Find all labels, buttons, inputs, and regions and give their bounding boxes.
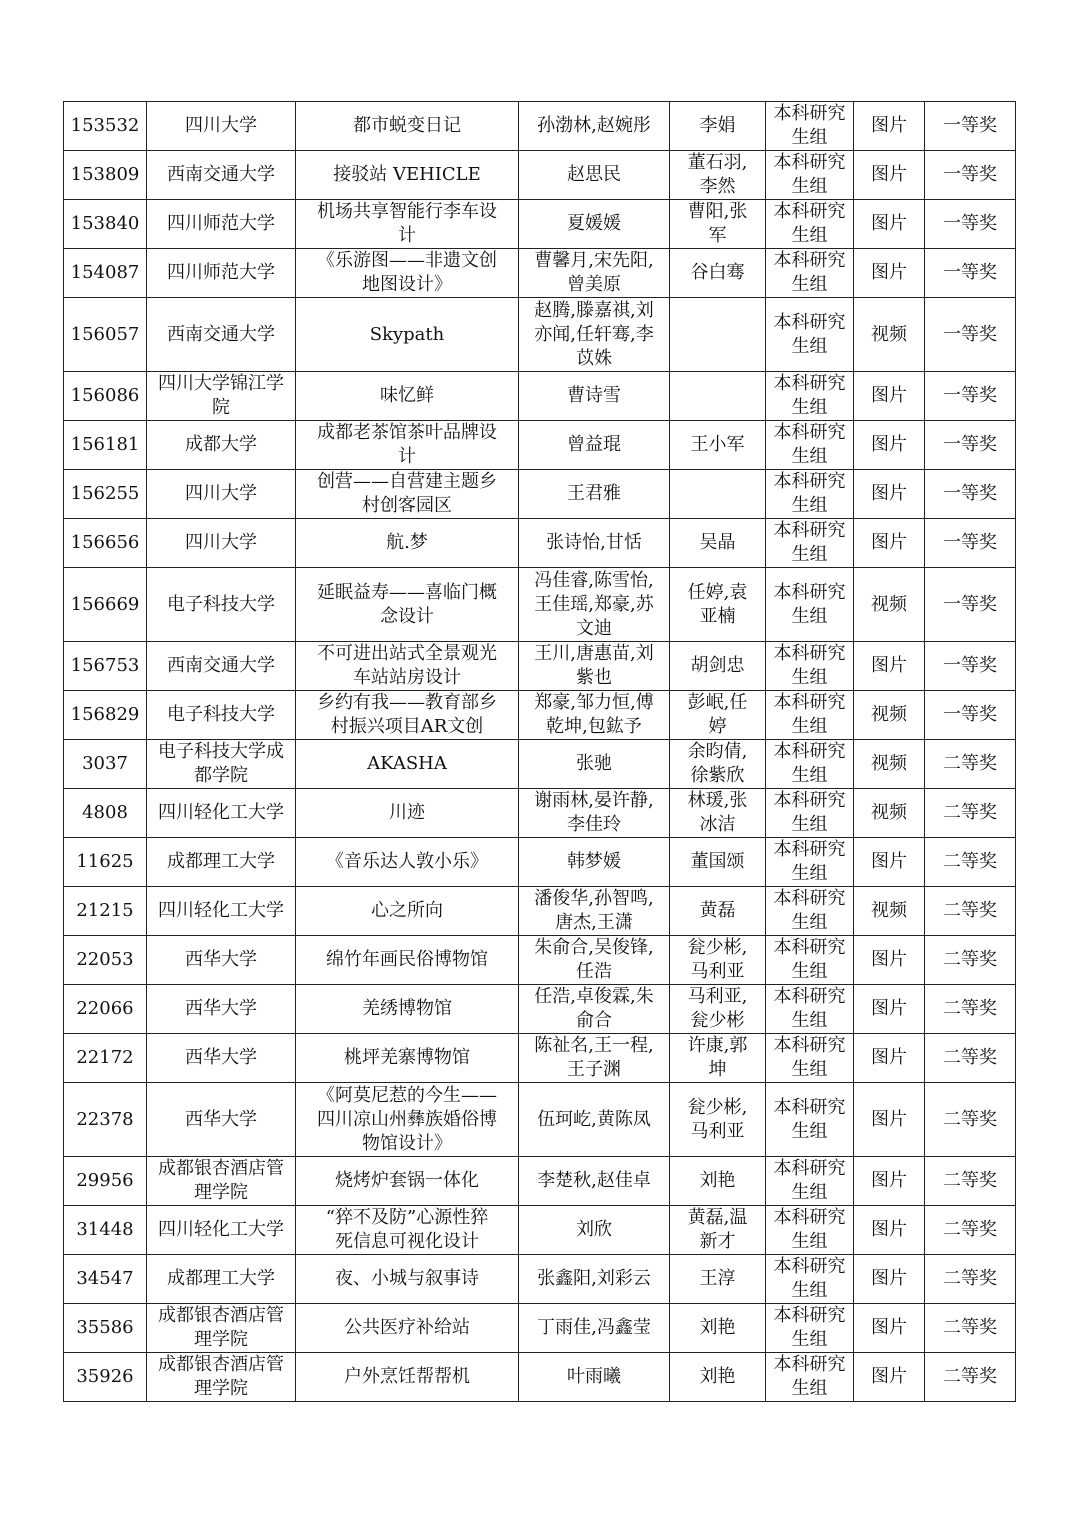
table-row bbox=[64, 298, 1016, 372]
work-title-cell: 机场共享智能行李车设 计 bbox=[296, 200, 519, 249]
group-cell: 本科研究 生组 bbox=[766, 838, 854, 887]
authors-cell: 孙渤林,赵婉彤 bbox=[519, 102, 670, 151]
school-cell: 四川师范大学 bbox=[147, 200, 296, 249]
table-row bbox=[64, 102, 1016, 151]
school-cell: 成都理工大学 bbox=[147, 1255, 296, 1304]
authors-cell: 潘俊华,孙智鸣, 唐杰,王潇 bbox=[519, 887, 670, 936]
group-cell: 本科研究 生组 bbox=[766, 421, 854, 470]
school-cell: 四川轻化工大学 bbox=[147, 789, 296, 838]
table-row bbox=[64, 519, 1016, 568]
school-cell: 四川轻化工大学 bbox=[147, 1206, 296, 1255]
advisor-cell: 余昀倩, 徐紫欣 bbox=[670, 740, 766, 789]
work-title-cell: 味忆鲜 bbox=[296, 372, 519, 421]
advisor-cell: 刘艳 bbox=[670, 1304, 766, 1353]
entry-id-cell: 21215 bbox=[64, 887, 147, 936]
award-level-cell: 一等奖 bbox=[925, 642, 1016, 691]
table-row bbox=[64, 372, 1016, 421]
table-row bbox=[64, 1206, 1016, 1255]
work-type-cell: 图片 bbox=[854, 1353, 925, 1402]
authors-cell: 李楚秋,赵佳卓 bbox=[519, 1157, 670, 1206]
work-type-cell: 图片 bbox=[854, 1083, 925, 1157]
entry-id-cell: 156669 bbox=[64, 568, 147, 642]
authors-cell: 张诗怡,甘恬 bbox=[519, 519, 670, 568]
group-cell: 本科研究 生组 bbox=[766, 151, 854, 200]
school-cell: 四川轻化工大学 bbox=[147, 887, 296, 936]
school-cell: 西南交通大学 bbox=[147, 298, 296, 372]
authors-cell: 丁雨佳,冯鑫莹 bbox=[519, 1304, 670, 1353]
work-title-cell: 羌绣博物馆 bbox=[296, 985, 519, 1034]
award-level-cell: 二等奖 bbox=[925, 1255, 1016, 1304]
entry-id-cell: 11625 bbox=[64, 838, 147, 887]
work-title-cell: 成都老茶馆茶叶品牌设 计 bbox=[296, 421, 519, 470]
table-row bbox=[64, 249, 1016, 298]
work-title-cell: 乡约有我——教育部乡 村振兴项目AR文创 bbox=[296, 691, 519, 740]
advisor-cell: 曹阳,张 军 bbox=[670, 200, 766, 249]
authors-cell: 任浩,卓俊霖,朱 俞合 bbox=[519, 985, 670, 1034]
group-cell: 本科研究 生组 bbox=[766, 789, 854, 838]
authors-cell: 郑豪,邹力恒,傅 乾坤,包鈜予 bbox=[519, 691, 670, 740]
table-row bbox=[64, 936, 1016, 985]
award-level-cell: 一等奖 bbox=[925, 568, 1016, 642]
award-level-cell: 二等奖 bbox=[925, 887, 1016, 936]
advisor-cell: 任婷,袁 亚楠 bbox=[670, 568, 766, 642]
table-row bbox=[64, 200, 1016, 249]
group-cell: 本科研究 生组 bbox=[766, 1034, 854, 1083]
authors-cell: 谢雨林,晏许静, 李佳玲 bbox=[519, 789, 670, 838]
entry-id-cell: 22378 bbox=[64, 1083, 147, 1157]
group-cell: 本科研究 生组 bbox=[766, 1157, 854, 1206]
table-row bbox=[64, 1083, 1016, 1157]
award-level-cell: 一等奖 bbox=[925, 691, 1016, 740]
authors-cell: 曹诗雪 bbox=[519, 372, 670, 421]
work-type-cell: 图片 bbox=[854, 936, 925, 985]
award-level-cell: 二等奖 bbox=[925, 789, 1016, 838]
group-cell: 本科研究 生组 bbox=[766, 200, 854, 249]
award-level-cell: 一等奖 bbox=[925, 372, 1016, 421]
work-type-cell: 图片 bbox=[854, 1157, 925, 1206]
group-cell: 本科研究 生组 bbox=[766, 691, 854, 740]
entry-id-cell: 31448 bbox=[64, 1206, 147, 1255]
advisor-cell: 林瑗,张 冰洁 bbox=[670, 789, 766, 838]
advisor-cell: 瓮少彬, 马利亚 bbox=[670, 936, 766, 985]
authors-cell: 叶雨曦 bbox=[519, 1353, 670, 1402]
entry-id-cell: 156181 bbox=[64, 421, 147, 470]
work-type-cell: 图片 bbox=[854, 1304, 925, 1353]
work-title-cell: 航.梦 bbox=[296, 519, 519, 568]
school-cell: 四川大学 bbox=[147, 470, 296, 519]
table-row bbox=[64, 887, 1016, 936]
work-title-cell: “猝不及防”心源性猝 死信息可视化设计 bbox=[296, 1206, 519, 1255]
award-level-cell: 二等奖 bbox=[925, 936, 1016, 985]
work-type-cell: 视频 bbox=[854, 887, 925, 936]
advisor-cell: 谷白骞 bbox=[670, 249, 766, 298]
table-row bbox=[64, 1255, 1016, 1304]
work-type-cell: 图片 bbox=[854, 249, 925, 298]
table-row bbox=[64, 985, 1016, 1034]
entry-id-cell: 3037 bbox=[64, 740, 147, 789]
table-row bbox=[64, 1034, 1016, 1083]
work-type-cell: 图片 bbox=[854, 1206, 925, 1255]
group-cell: 本科研究 生组 bbox=[766, 740, 854, 789]
school-cell: 四川师范大学 bbox=[147, 249, 296, 298]
work-title-cell: 夜、小城与叙事诗 bbox=[296, 1255, 519, 1304]
school-cell: 西南交通大学 bbox=[147, 642, 296, 691]
authors-cell: 韩梦媛 bbox=[519, 838, 670, 887]
table-row bbox=[64, 151, 1016, 200]
authors-cell: 刘欣 bbox=[519, 1206, 670, 1255]
award-level-cell: 一等奖 bbox=[925, 102, 1016, 151]
advisor-cell: 瓮少彬, 马利亚 bbox=[670, 1083, 766, 1157]
school-cell: 四川大学 bbox=[147, 519, 296, 568]
work-title-cell: 接驳站 VEHICLE bbox=[296, 151, 519, 200]
award-level-cell: 一等奖 bbox=[925, 421, 1016, 470]
group-cell: 本科研究 生组 bbox=[766, 1304, 854, 1353]
school-cell: 成都银杏酒店管 理学院 bbox=[147, 1304, 296, 1353]
table-row bbox=[64, 470, 1016, 519]
group-cell: 本科研究 生组 bbox=[766, 985, 854, 1034]
work-title-cell: AKASHA bbox=[296, 740, 519, 789]
advisor-cell: 彭岷,任 婷 bbox=[670, 691, 766, 740]
award-level-cell: 二等奖 bbox=[925, 985, 1016, 1034]
entry-id-cell: 156057 bbox=[64, 298, 147, 372]
award-level-cell: 二等奖 bbox=[925, 1206, 1016, 1255]
table-row bbox=[64, 1157, 1016, 1206]
advisor-cell: 李娟 bbox=[670, 102, 766, 151]
work-type-cell: 图片 bbox=[854, 519, 925, 568]
award-level-cell: 二等奖 bbox=[925, 838, 1016, 887]
entry-id-cell: 156086 bbox=[64, 372, 147, 421]
group-cell: 本科研究 生组 bbox=[766, 642, 854, 691]
advisor-cell: 董国颂 bbox=[670, 838, 766, 887]
school-cell: 西华大学 bbox=[147, 936, 296, 985]
school-cell: 成都大学 bbox=[147, 421, 296, 470]
advisor-cell bbox=[670, 372, 766, 421]
work-title-cell: 《乐游图——非遗文创 地图设计》 bbox=[296, 249, 519, 298]
work-type-cell: 图片 bbox=[854, 1255, 925, 1304]
work-type-cell: 图片 bbox=[854, 838, 925, 887]
entry-id-cell: 22066 bbox=[64, 985, 147, 1034]
school-cell: 四川大学锦江学 院 bbox=[147, 372, 296, 421]
authors-cell: 朱俞合,吴俊锋, 任浩 bbox=[519, 936, 670, 985]
advisor-cell: 王小军 bbox=[670, 421, 766, 470]
work-type-cell: 视频 bbox=[854, 789, 925, 838]
authors-cell: 夏媛媛 bbox=[519, 200, 670, 249]
advisor-cell: 董石羽, 李然 bbox=[670, 151, 766, 200]
award-level-cell: 一等奖 bbox=[925, 298, 1016, 372]
entry-id-cell: 154087 bbox=[64, 249, 147, 298]
advisor-cell bbox=[670, 470, 766, 519]
work-title-cell: 创营——自营建主题乡 村创客园区 bbox=[296, 470, 519, 519]
entry-id-cell: 29956 bbox=[64, 1157, 147, 1206]
group-cell: 本科研究 生组 bbox=[766, 372, 854, 421]
award-level-cell: 一等奖 bbox=[925, 249, 1016, 298]
table-row bbox=[64, 838, 1016, 887]
group-cell: 本科研究 生组 bbox=[766, 519, 854, 568]
table-row bbox=[64, 568, 1016, 642]
authors-cell: 张鑫阳,刘彩云 bbox=[519, 1255, 670, 1304]
advisor-cell: 许康,郭 坤 bbox=[670, 1034, 766, 1083]
work-type-cell: 图片 bbox=[854, 151, 925, 200]
work-title-cell: 心之所向 bbox=[296, 887, 519, 936]
award-level-cell: 一等奖 bbox=[925, 151, 1016, 200]
award-level-cell: 二等奖 bbox=[925, 1304, 1016, 1353]
group-cell: 本科研究 生组 bbox=[766, 936, 854, 985]
work-type-cell: 图片 bbox=[854, 421, 925, 470]
table-body bbox=[64, 102, 1016, 1402]
authors-cell: 曹馨月,宋先阳, 曾美原 bbox=[519, 249, 670, 298]
work-title-cell: Skypath bbox=[296, 298, 519, 372]
authors-cell: 王川,唐惠苗,刘 紫也 bbox=[519, 642, 670, 691]
school-cell: 电子科技大学 bbox=[147, 568, 296, 642]
entry-id-cell: 156753 bbox=[64, 642, 147, 691]
group-cell: 本科研究 生组 bbox=[766, 298, 854, 372]
work-title-cell: 桃坪羌寨博物馆 bbox=[296, 1034, 519, 1083]
entry-id-cell: 22053 bbox=[64, 936, 147, 985]
work-type-cell: 图片 bbox=[854, 470, 925, 519]
work-type-cell: 图片 bbox=[854, 985, 925, 1034]
work-title-cell: 不可进出站式全景观光 车站站房设计 bbox=[296, 642, 519, 691]
entry-id-cell: 153840 bbox=[64, 200, 147, 249]
entry-id-cell: 4808 bbox=[64, 789, 147, 838]
group-cell: 本科研究 生组 bbox=[766, 249, 854, 298]
entry-id-cell: 156829 bbox=[64, 691, 147, 740]
award-level-cell: 二等奖 bbox=[925, 740, 1016, 789]
authors-cell: 伍珂屹,黄陈凤 bbox=[519, 1083, 670, 1157]
work-type-cell: 图片 bbox=[854, 372, 925, 421]
award-level-cell: 二等奖 bbox=[925, 1034, 1016, 1083]
school-cell: 西华大学 bbox=[147, 1034, 296, 1083]
advisor-cell: 刘艳 bbox=[670, 1157, 766, 1206]
group-cell: 本科研究 生组 bbox=[766, 1353, 854, 1402]
school-cell: 西华大学 bbox=[147, 1083, 296, 1157]
advisor-cell bbox=[670, 298, 766, 372]
advisor-cell: 胡剑忠 bbox=[670, 642, 766, 691]
authors-cell: 赵思民 bbox=[519, 151, 670, 200]
award-level-cell: 一等奖 bbox=[925, 470, 1016, 519]
school-cell: 电子科技大学成 都学院 bbox=[147, 740, 296, 789]
group-cell: 本科研究 生组 bbox=[766, 887, 854, 936]
work-type-cell: 视频 bbox=[854, 740, 925, 789]
school-cell: 四川大学 bbox=[147, 102, 296, 151]
group-cell: 本科研究 生组 bbox=[766, 470, 854, 519]
authors-cell: 陈祉名,王一程, 王子渊 bbox=[519, 1034, 670, 1083]
work-title-cell: 延眠益寿——喜临门概 念设计 bbox=[296, 568, 519, 642]
table-row bbox=[64, 789, 1016, 838]
award-level-cell: 二等奖 bbox=[925, 1083, 1016, 1157]
group-cell: 本科研究 生组 bbox=[766, 1255, 854, 1304]
entry-id-cell: 22172 bbox=[64, 1034, 147, 1083]
authors-cell: 张驰 bbox=[519, 740, 670, 789]
school-cell: 西南交通大学 bbox=[147, 151, 296, 200]
table-row bbox=[64, 1304, 1016, 1353]
work-type-cell: 视频 bbox=[854, 691, 925, 740]
work-title-cell: 烧烤炉套锅一体化 bbox=[296, 1157, 519, 1206]
work-title-cell: 绵竹年画民俗博物馆 bbox=[296, 936, 519, 985]
school-cell: 成都银杏酒店管 理学院 bbox=[147, 1353, 296, 1402]
work-type-cell: 图片 bbox=[854, 1034, 925, 1083]
entry-id-cell: 35926 bbox=[64, 1353, 147, 1402]
work-title-cell: 都市蜕变日记 bbox=[296, 102, 519, 151]
advisor-cell: 马利亚, 瓮少彬 bbox=[670, 985, 766, 1034]
entry-id-cell: 156656 bbox=[64, 519, 147, 568]
advisor-cell: 吴晶 bbox=[670, 519, 766, 568]
table-row bbox=[64, 740, 1016, 789]
entry-id-cell: 34547 bbox=[64, 1255, 147, 1304]
work-type-cell: 视频 bbox=[854, 568, 925, 642]
table-row bbox=[64, 421, 1016, 470]
authors-cell: 王君雅 bbox=[519, 470, 670, 519]
school-cell: 成都银杏酒店管 理学院 bbox=[147, 1157, 296, 1206]
table-row bbox=[64, 691, 1016, 740]
work-type-cell: 图片 bbox=[854, 200, 925, 249]
advisor-cell: 黄磊 bbox=[670, 887, 766, 936]
authors-cell: 冯佳睿,陈雪怡, 王佳瑶,郑豪,苏 文迪 bbox=[519, 568, 670, 642]
award-table bbox=[63, 101, 1016, 1402]
entry-id-cell: 153809 bbox=[64, 151, 147, 200]
advisor-cell: 黄磊,温 新才 bbox=[670, 1206, 766, 1255]
work-title-cell: 公共医疗补给站 bbox=[296, 1304, 519, 1353]
award-level-cell: 二等奖 bbox=[925, 1353, 1016, 1402]
table-row bbox=[64, 642, 1016, 691]
work-title-cell: 《音乐达人敦小乐》 bbox=[296, 838, 519, 887]
entry-id-cell: 153532 bbox=[64, 102, 147, 151]
work-title-cell: 《阿莫尼惹的今生—— 四川凉山州彝族婚俗博 物馆设计》 bbox=[296, 1083, 519, 1157]
advisor-cell: 刘艳 bbox=[670, 1353, 766, 1402]
group-cell: 本科研究 生组 bbox=[766, 568, 854, 642]
school-cell: 电子科技大学 bbox=[147, 691, 296, 740]
work-title-cell: 户外烹饪帮帮机 bbox=[296, 1353, 519, 1402]
group-cell: 本科研究 生组 bbox=[766, 102, 854, 151]
group-cell: 本科研究 生组 bbox=[766, 1083, 854, 1157]
entry-id-cell: 156255 bbox=[64, 470, 147, 519]
award-level-cell: 二等奖 bbox=[925, 1157, 1016, 1206]
entry-id-cell: 35586 bbox=[64, 1304, 147, 1353]
authors-cell: 赵腾,滕嘉祺,刘 亦闻,任轩骞,李 苡姝 bbox=[519, 298, 670, 372]
work-type-cell: 图片 bbox=[854, 102, 925, 151]
group-cell: 本科研究 生组 bbox=[766, 1206, 854, 1255]
school-cell: 西华大学 bbox=[147, 985, 296, 1034]
work-title-cell: 川迹 bbox=[296, 789, 519, 838]
table-row bbox=[64, 1353, 1016, 1402]
award-level-cell: 一等奖 bbox=[925, 200, 1016, 249]
work-type-cell: 视频 bbox=[854, 298, 925, 372]
award-level-cell: 一等奖 bbox=[925, 519, 1016, 568]
authors-cell: 曾益琨 bbox=[519, 421, 670, 470]
work-type-cell: 图片 bbox=[854, 642, 925, 691]
advisor-cell: 王淳 bbox=[670, 1255, 766, 1304]
school-cell: 成都理工大学 bbox=[147, 838, 296, 887]
